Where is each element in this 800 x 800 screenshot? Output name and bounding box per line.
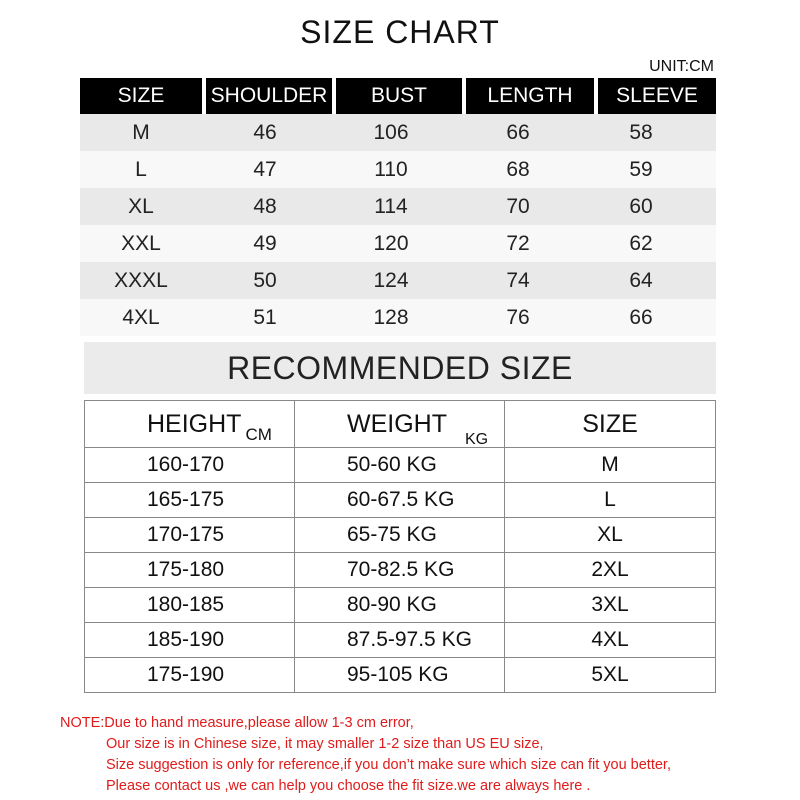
cell-rec-size: 4XL (505, 623, 716, 658)
cell-bust: 124 (373, 268, 409, 292)
cell-size: L (135, 157, 147, 181)
header-size: SIZE (80, 78, 202, 114)
recommended-header-row (85, 401, 716, 448)
cell-rec-size: L (505, 483, 716, 518)
header-height (85, 401, 295, 448)
cell-size: 4XL (122, 305, 160, 329)
cell-rec-size: 5XL (505, 658, 716, 693)
cell-length: 76 (506, 305, 530, 329)
header-weight-unit: KG (465, 430, 489, 448)
size-note (60, 713, 790, 797)
cell-length: 74 (506, 268, 530, 292)
cell-length: 66 (506, 120, 530, 144)
table-row (80, 225, 716, 262)
table-row (85, 483, 716, 518)
recommended-size-title: RECOMMENDED SIZE (84, 342, 716, 394)
header-bust: BUST (336, 78, 462, 114)
page-title: SIZE CHART (300, 14, 500, 50)
size-chart-table (80, 78, 716, 336)
cell-size: XXXL (114, 268, 168, 292)
cell-sleeve: 58 (629, 120, 653, 144)
cell-height: 170-175 (85, 518, 295, 553)
cell-weight: 70-82.5 KG (295, 553, 505, 588)
recommended-size-table (84, 400, 716, 693)
cell-shoulder: 47 (253, 157, 277, 181)
header-weight-label: WEIGHT (347, 409, 447, 438)
cell-height: 175-190 (85, 658, 295, 693)
header-length: LENGTH (466, 78, 594, 114)
cell-length: 70 (506, 194, 530, 218)
table-row (80, 114, 716, 151)
table-row (85, 448, 716, 483)
cell-sleeve: 60 (629, 194, 653, 218)
header-height-label: HEIGHT (147, 409, 242, 438)
unit-label: UNIT:CM (649, 58, 714, 75)
cell-weight: 50-60 KG (295, 448, 505, 483)
size-chart-header (80, 78, 716, 114)
cell-rec-size: 3XL (505, 588, 716, 623)
cell-sleeve: 59 (629, 157, 653, 181)
cell-height: 185-190 (85, 623, 295, 658)
cell-shoulder: 49 (253, 231, 277, 255)
table-row (80, 188, 716, 225)
cell-weight: 65-75 KG (295, 518, 505, 553)
table-row (85, 553, 716, 588)
cell-size: XL (128, 194, 154, 218)
table-row (85, 518, 716, 553)
table-row (85, 588, 716, 623)
cell-rec-size: M (505, 448, 716, 483)
cell-height: 175-180 (85, 553, 295, 588)
cell-length: 68 (506, 157, 530, 181)
table-row (80, 299, 716, 336)
cell-sleeve: 66 (629, 305, 653, 329)
note-line-1: NOTE:Due to hand measure,please allow 1-3 cm error, (60, 715, 414, 731)
cell-sleeve: 62 (629, 231, 653, 255)
cell-size: M (132, 120, 150, 144)
header-shoulder: SHOULDER (206, 78, 332, 114)
cell-bust: 110 (374, 157, 408, 181)
cell-rec-size: 2XL (505, 553, 716, 588)
note-line-3: Size suggestion is only for reference,if you don’t make sure which size can fit you better, (106, 757, 671, 773)
table-row (85, 623, 716, 658)
header-rec-size: SIZE (505, 401, 716, 448)
cell-bust: 114 (374, 194, 408, 218)
cell-weight: 87.5-97.5 KG (295, 623, 505, 658)
cell-shoulder: 50 (253, 268, 277, 292)
cell-weight: 95-105 KG (295, 658, 505, 693)
cell-height: 165-175 (85, 483, 295, 518)
cell-sleeve: 64 (629, 268, 653, 292)
table-row (80, 151, 716, 188)
header-sleeve: SLEEVE (598, 78, 716, 114)
table-row (85, 658, 716, 693)
cell-length: 72 (506, 231, 530, 255)
cell-height: 160-170 (85, 448, 295, 483)
cell-weight: 80-90 KG (295, 588, 505, 623)
cell-shoulder: 46 (253, 120, 277, 144)
header-height-unit: CM (245, 424, 272, 444)
cell-shoulder: 48 (253, 194, 277, 218)
table-row (80, 262, 716, 299)
cell-shoulder: 51 (253, 305, 277, 329)
cell-bust: 120 (373, 231, 409, 255)
cell-weight: 60-67.5 KG (295, 483, 505, 518)
cell-height: 180-185 (85, 588, 295, 623)
cell-bust: 106 (373, 120, 409, 144)
note-line-4: Please contact us ,we can help you choose the fit size.we are always here . (106, 778, 591, 794)
cell-rec-size: XL (505, 518, 716, 553)
note-line-2: Our size is in Chinese size, it may smaller 1-2 size than US EU size, (106, 736, 544, 752)
cell-size: XXL (121, 231, 161, 255)
cell-bust: 128 (373, 305, 409, 329)
header-weight (295, 401, 505, 448)
